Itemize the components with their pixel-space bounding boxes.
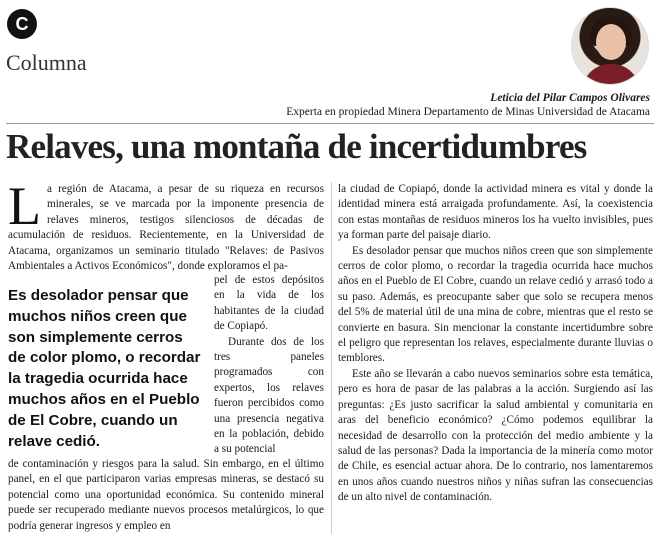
paragraph-copiapo: la ciudad de Copiapó, donde la actividad minera es vital y donde la identidad minera está arraigada profundamente. Así, la coexistencia con estas montañas de residuos mineros los ha vuelto invisibles, pues ya forman parte del paisaje diario.	[338, 183, 653, 242]
author-name: Leticia del Pilar Campos Olivares	[490, 92, 650, 104]
paragraph-panels-continued: de contaminación y riesgos para la salud. Sin embargo, en el último panel, en el que participaron varias empresas mineras, se destacó su potencial como una oportunidad económica. Su contenido mineral puede ser recuperado mediante nuevos procesos metalúrgicos, lo que podría generar ingresos y empleo en	[8, 458, 324, 532]
side-column	[214, 273, 324, 458]
paragraph-panels: Durante dos de los tres paneles programados con expertos, los relaves fueron percibidos como una presencia negativa en la población, debido a su potencial	[214, 335, 324, 456]
paragraph-desolador: Es desolador pensar que muchos niños creen que son simplemente cerros de color plomo, o recordar la tragedia ocurrida hace muchos años en el Pueblo de El Cobre, cuando un relave cedió y arrasó todo a su paso. Además, es preocupante saber que solo se recupera menos del 5% de material útil de una mina de cobre, mientras que el resto se convierte en basura. Sin mencionar la constante incertidumbre sobre el peligro que representan los relaves, especialmente durante lluvias o temblores.	[338, 244, 653, 365]
right-column	[338, 182, 653, 506]
section-label: Columna	[6, 50, 87, 75]
paragraph-intro	[8, 176, 324, 274]
paragraph-intro-continued: pel de estos depósitos en la vida de los habitantes de la ciudad de Copiapó.	[214, 274, 324, 333]
author-face	[596, 24, 626, 60]
header-rule	[6, 123, 654, 124]
paragraph-seminarios: Este año se llevarán a cabo nuevos seminarios sobre esta temática, pero es hora de pasar de las palabras a la acción. Surgiendo así las preguntas: ¿Es justo sacrificar la salud ambiental y comunitaria en aras del beneficio económico? ¿Cómo podemos equilibrar la necesidad de desarrollo con la protección del medio ambiente y la salud de las personas? Dada la importancia de la minería como motor de Chile, es esencial actuar ahora. De lo contrario, nos lamentaremos en unos años cuando nuestros niños y niñas sufran las consecuencias de un alto nivel de contaminación.	[338, 367, 653, 504]
drop-cap: L	[8, 176, 41, 236]
article-headline: Relaves, una montaña de incertidumbres	[6, 127, 587, 166]
author-shirt	[582, 64, 640, 85]
column-badge: C	[7, 9, 37, 39]
author-role: Experta en propiedad Minera Departamento de Minas Universidad de Atacama	[286, 106, 650, 118]
author-photo	[571, 7, 649, 85]
pull-quote: Es desolador pensar que muchos niños creen que son simplemente cerros de color plomo, o recordar la tragedia ocurrida hace muchos años en el Pueblo de El Cobre, cuando un relave cedió.	[8, 287, 201, 450]
column-divider	[331, 182, 332, 534]
paragraph-intro-text: a región de Atacama, a pesar de su riqueza en recursos minerales, se ve marcada por la imponente presencia de relaves mineros, testigos silenciosos de décadas de acumulación de residuos. Recientemente, en la Universidad de Atacama, organizamos un seminario titulado "Relaves: de Pasivos Ambientales a Activos Económicos", donde exploramos el pa-	[8, 183, 324, 273]
